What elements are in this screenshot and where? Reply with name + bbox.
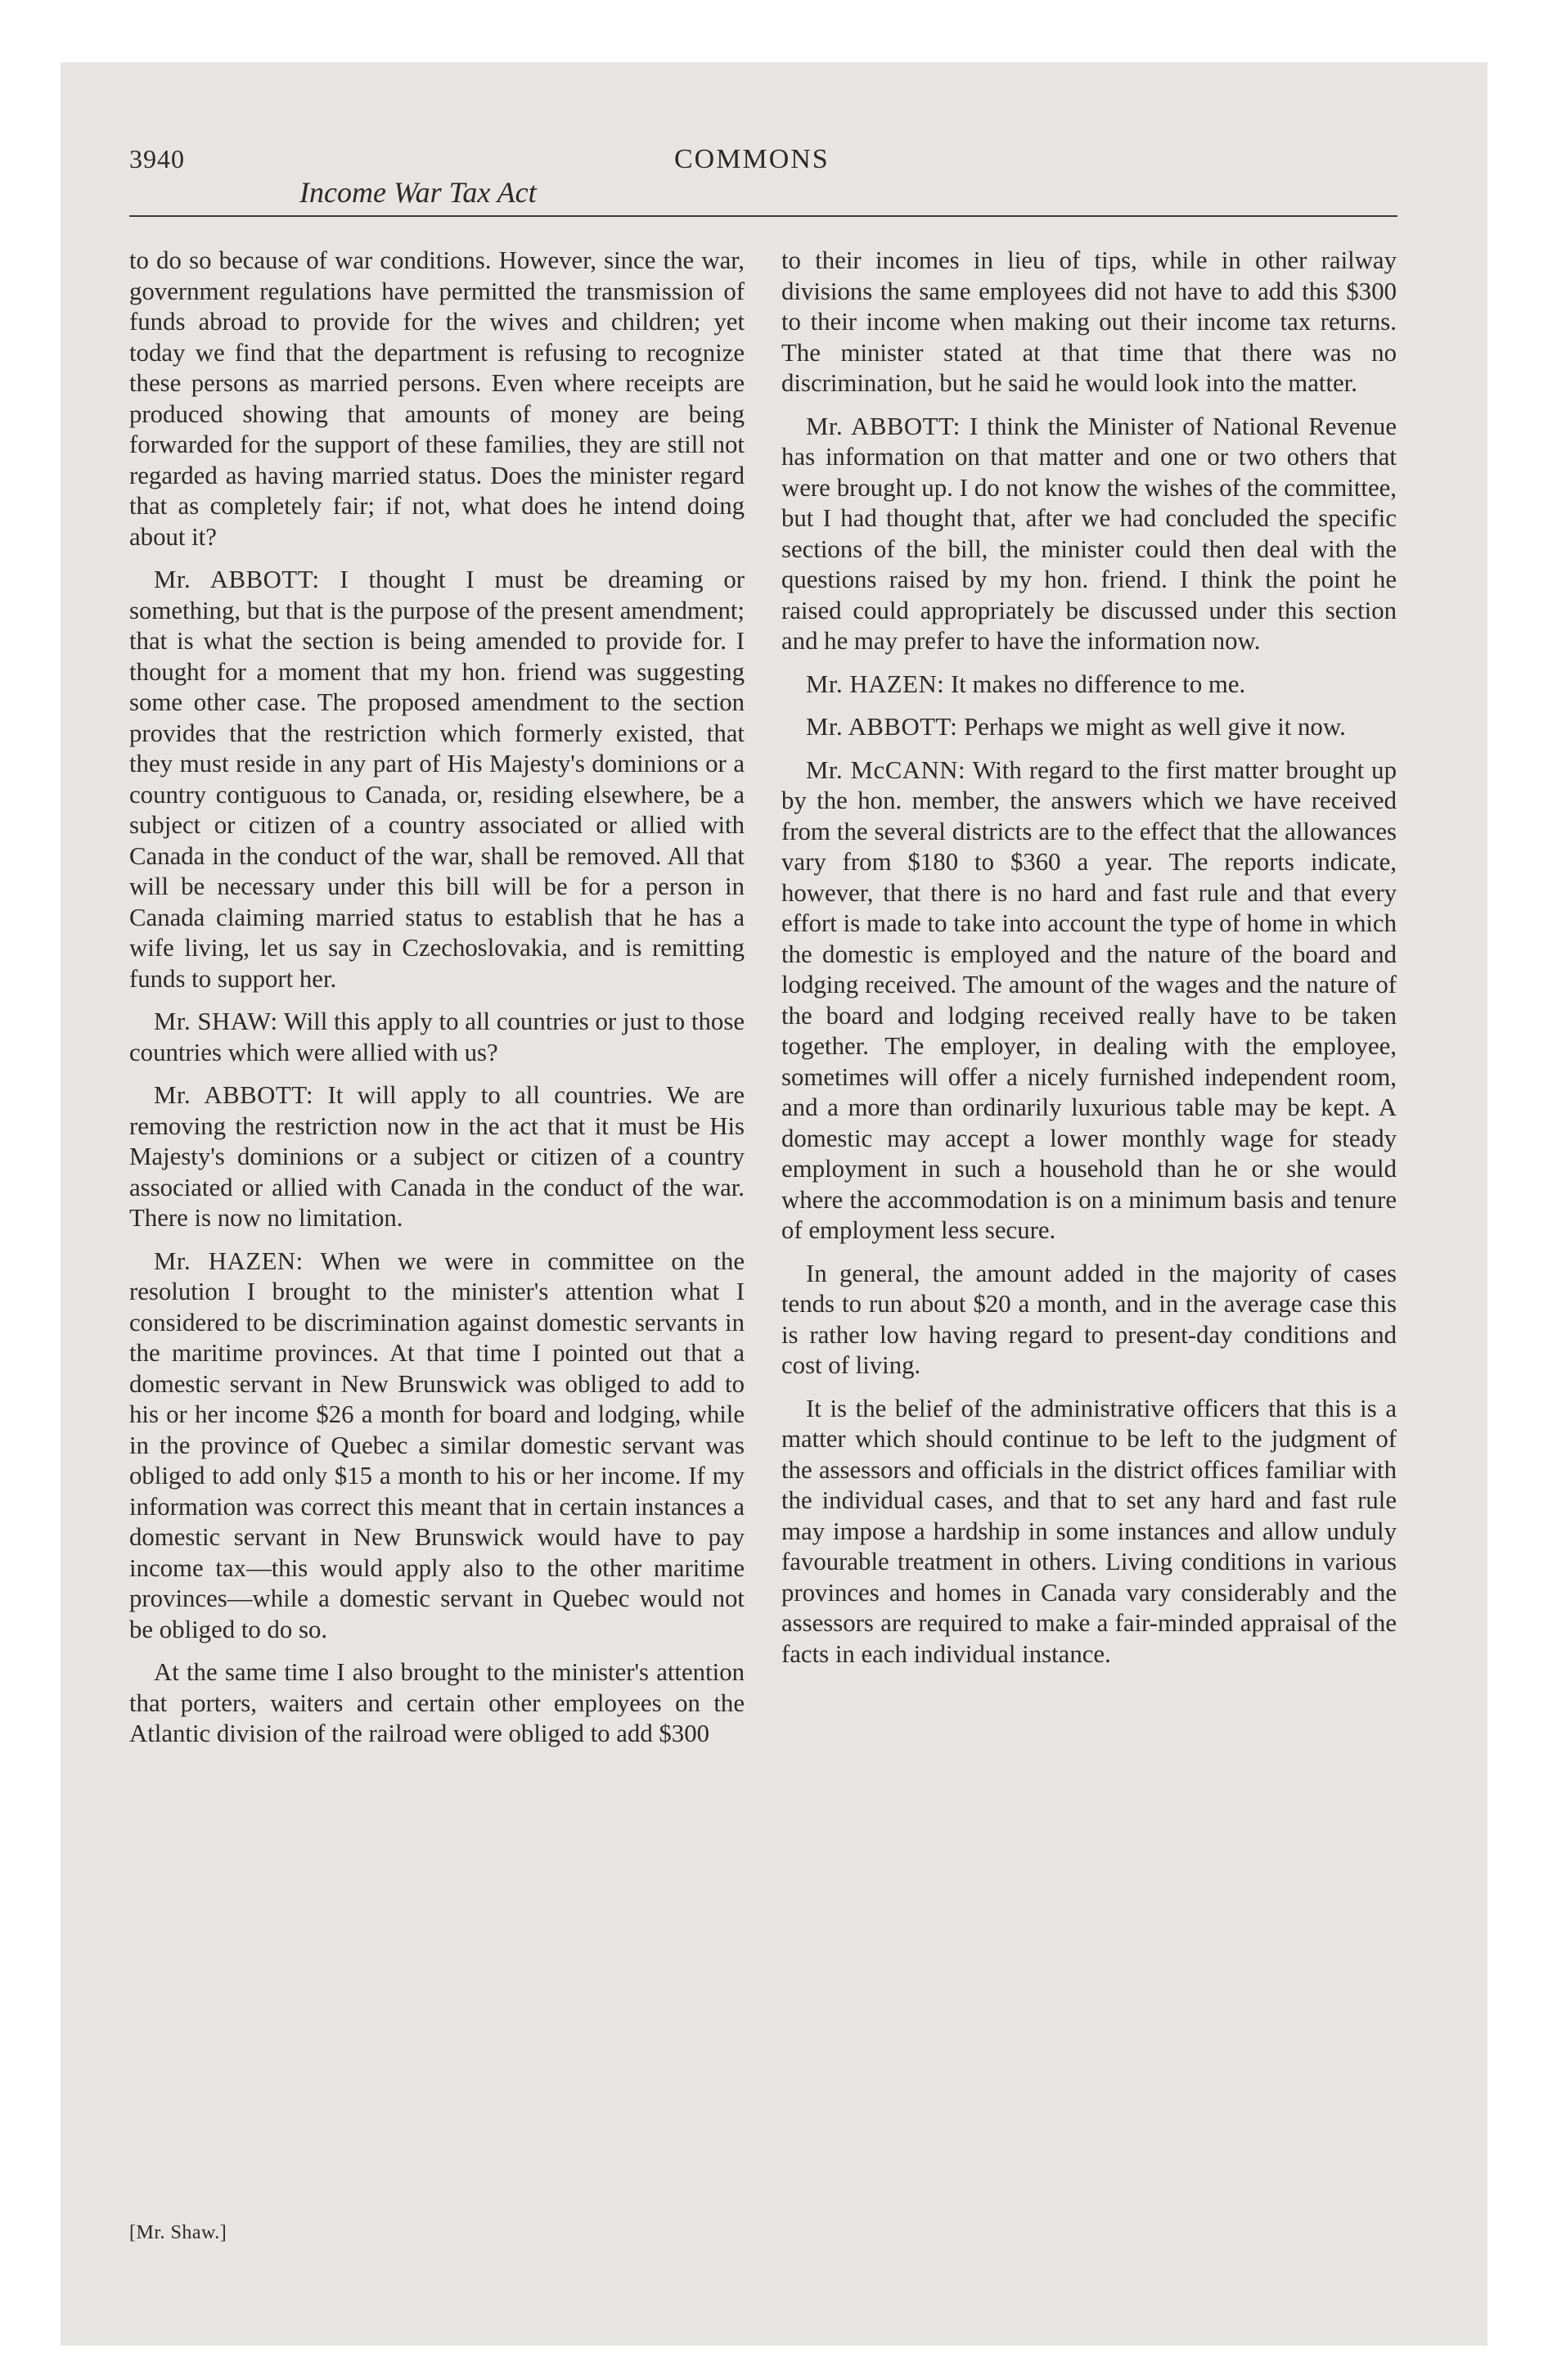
- footer-speaker-note: [Mr. Shaw.]: [129, 2222, 227, 2243]
- paragraph: At the same time I also brought to the minister's attention that porters, waiters and certain other employees on the Atlantic division of the railroad were obliged to add $300: [129, 1658, 745, 1747]
- speaker-name: Mr. HAZEN:: [806, 669, 945, 698]
- left-column: [129, 246, 745, 1762]
- paragraph: to their incomes in lieu of tips, while in other railway divisions the same employees did not have to add this $300 to their income when making out their income tax returns. The minister stated at that time that there was no discrimination, but he said he would look into the matter.: [781, 246, 1397, 397]
- speaker-name: Mr. ABBOTT:: [806, 412, 961, 440]
- speaker-name: Mr. SHAW:: [154, 1007, 278, 1035]
- hansard-page: [129, 144, 1397, 2243]
- speech-paragraph: [129, 1007, 745, 1068]
- page-number: 3940: [129, 144, 185, 174]
- speaker-name: Mr. HAZEN:: [154, 1246, 304, 1275]
- speech-text: Perhaps we might as well give it now.: [964, 713, 1346, 741]
- speech-text: It makes no difference to me.: [950, 669, 1246, 698]
- speech-text: I think the Minister of National Revenue has information on that matter and one or two others that were brought up. I do not know the wishes of the committee, but I had thought that, after we had concluded the specific sections of the bill, the minister could then deal with the questions raised by my hon. friend. I think the point he raised could appropriately be discussed under this section and he may prefer to have the information now.: [781, 412, 1397, 655]
- speaker-name: Mr. ABBOTT:: [154, 566, 320, 593]
- paragraph: It is the belief of the administrative officers that this is a matter which should continue to be left to the judgment of the assessors and officials in the district offices familiar with the individual cases, and that to set any hard and fast rule may impose a hardship in some instances and allow unduly favourable treatment in others. Living conditions in various provinces and homes in Canada vary considerably and the assessors are required to make a fair-minded appraisal of the facts in each individual instance.: [781, 1394, 1397, 1668]
- speech-paragraph: [781, 669, 1397, 701]
- speaker-name: Mr. ABBOTT:: [154, 1081, 314, 1109]
- speech-text: With regard to the first matter brought up by the hon. member, the answers which we have received from the several districts are to the effect that the allowances vary from $180 to $360 a year. The reports indicate, however, that there is no hard and fast rule and that every effort is made to take into account the type of home in which the domestic is employed and the nature of the board and lodging received. The amount of the wages and the nature of the board and lodging received really have to be taken together. The employer, in dealing with the employee, sometimes will offer a nicely furnished independent room, and a more than ordinarily luxurious table may be kept. A domestic may accept a lower monthly wage for steady employment in such a household than he or she would where the accommodation is on a minimum basis and tenure of employment less secure.: [781, 755, 1397, 1244]
- running-head-subject: Income War Tax Act: [299, 176, 537, 209]
- speech-text: It will apply to all countries. We are removing the restriction now in the act that it must be His Majesty's dominions or a subject or citizen of a country associated or allied with Canada in the conduct of the war. There is now no limitation.: [129, 1081, 745, 1232]
- speech-text: I thought I must be dreaming or something, but that is the purpose of the present amendment; that is what the section is being amended to provide for. I thought for a moment that my hon. friend was suggesting some other case. The proposed amendment to the section provides that the restriction which formerly existed, that they must reside in any part of His Majesty's dominions or a country contiguous to Canada, or, residing elsewhere, be a subject or citizen of a country associated or allied with Canada in the conduct of the war, shall be removed. All that will be necessary under this bill will be for a person in Canada claiming married status to establish that he has a wife living, let us say in Czechoslovakia, and is remitting funds to support her.: [129, 566, 745, 993]
- speech-paragraph: [781, 412, 1397, 657]
- speech-paragraph: [129, 565, 745, 994]
- speaker-name: Mr. McCANN:: [806, 755, 966, 784]
- paragraph: to do so because of war conditions. However, since the war, government regulations have permitted the transmission of funds abroad to provide for the wives and children; yet today we find that the department is refusing to recognize these persons as married persons. Even where receipts are produced showing that amounts of money are being forwarded for the support of these families, they are still not regarded as having married status. Does the minister regard that as completely fair; if not, what does he intend doing about it?: [129, 246, 745, 551]
- speech-text: Will this apply to all countries or just to those countries which were allied with us?: [129, 1007, 745, 1066]
- speech-paragraph: [129, 1080, 745, 1234]
- speaker-name: Mr. ABBOTT:: [806, 713, 958, 741]
- right-column: [781, 246, 1397, 1682]
- header-rule: [129, 215, 1397, 217]
- speech-text: When we were in committee on the resolution I brought to the minister's attention what I considered to be discrimination against domestic servants in the maritime provinces. At that time I pointed out that a domestic servant in New Brunswick was obliged to add to his or her income $26 a month for board and lodging, while in the province of Quebec a similar domestic servant was obliged to add only $15 a month to his or her income. If my information was correct this meant that in certain instances a domestic servant in New Brunswick would have to pay income tax—this would apply also to the other maritime provinces—while a domestic servant in Quebec would not be obliged to do so.: [129, 1246, 745, 1643]
- speech-paragraph: [129, 1246, 745, 1646]
- speech-paragraph: [781, 712, 1397, 743]
- paragraph: In general, the amount added in the majority of cases tends to run about $20 a month, and in the average case this is rather low having regard to present-day conditions and cost of living.: [781, 1259, 1397, 1379]
- running-head-chamber: COMMONS: [674, 144, 830, 174]
- speech-paragraph: [781, 755, 1397, 1246]
